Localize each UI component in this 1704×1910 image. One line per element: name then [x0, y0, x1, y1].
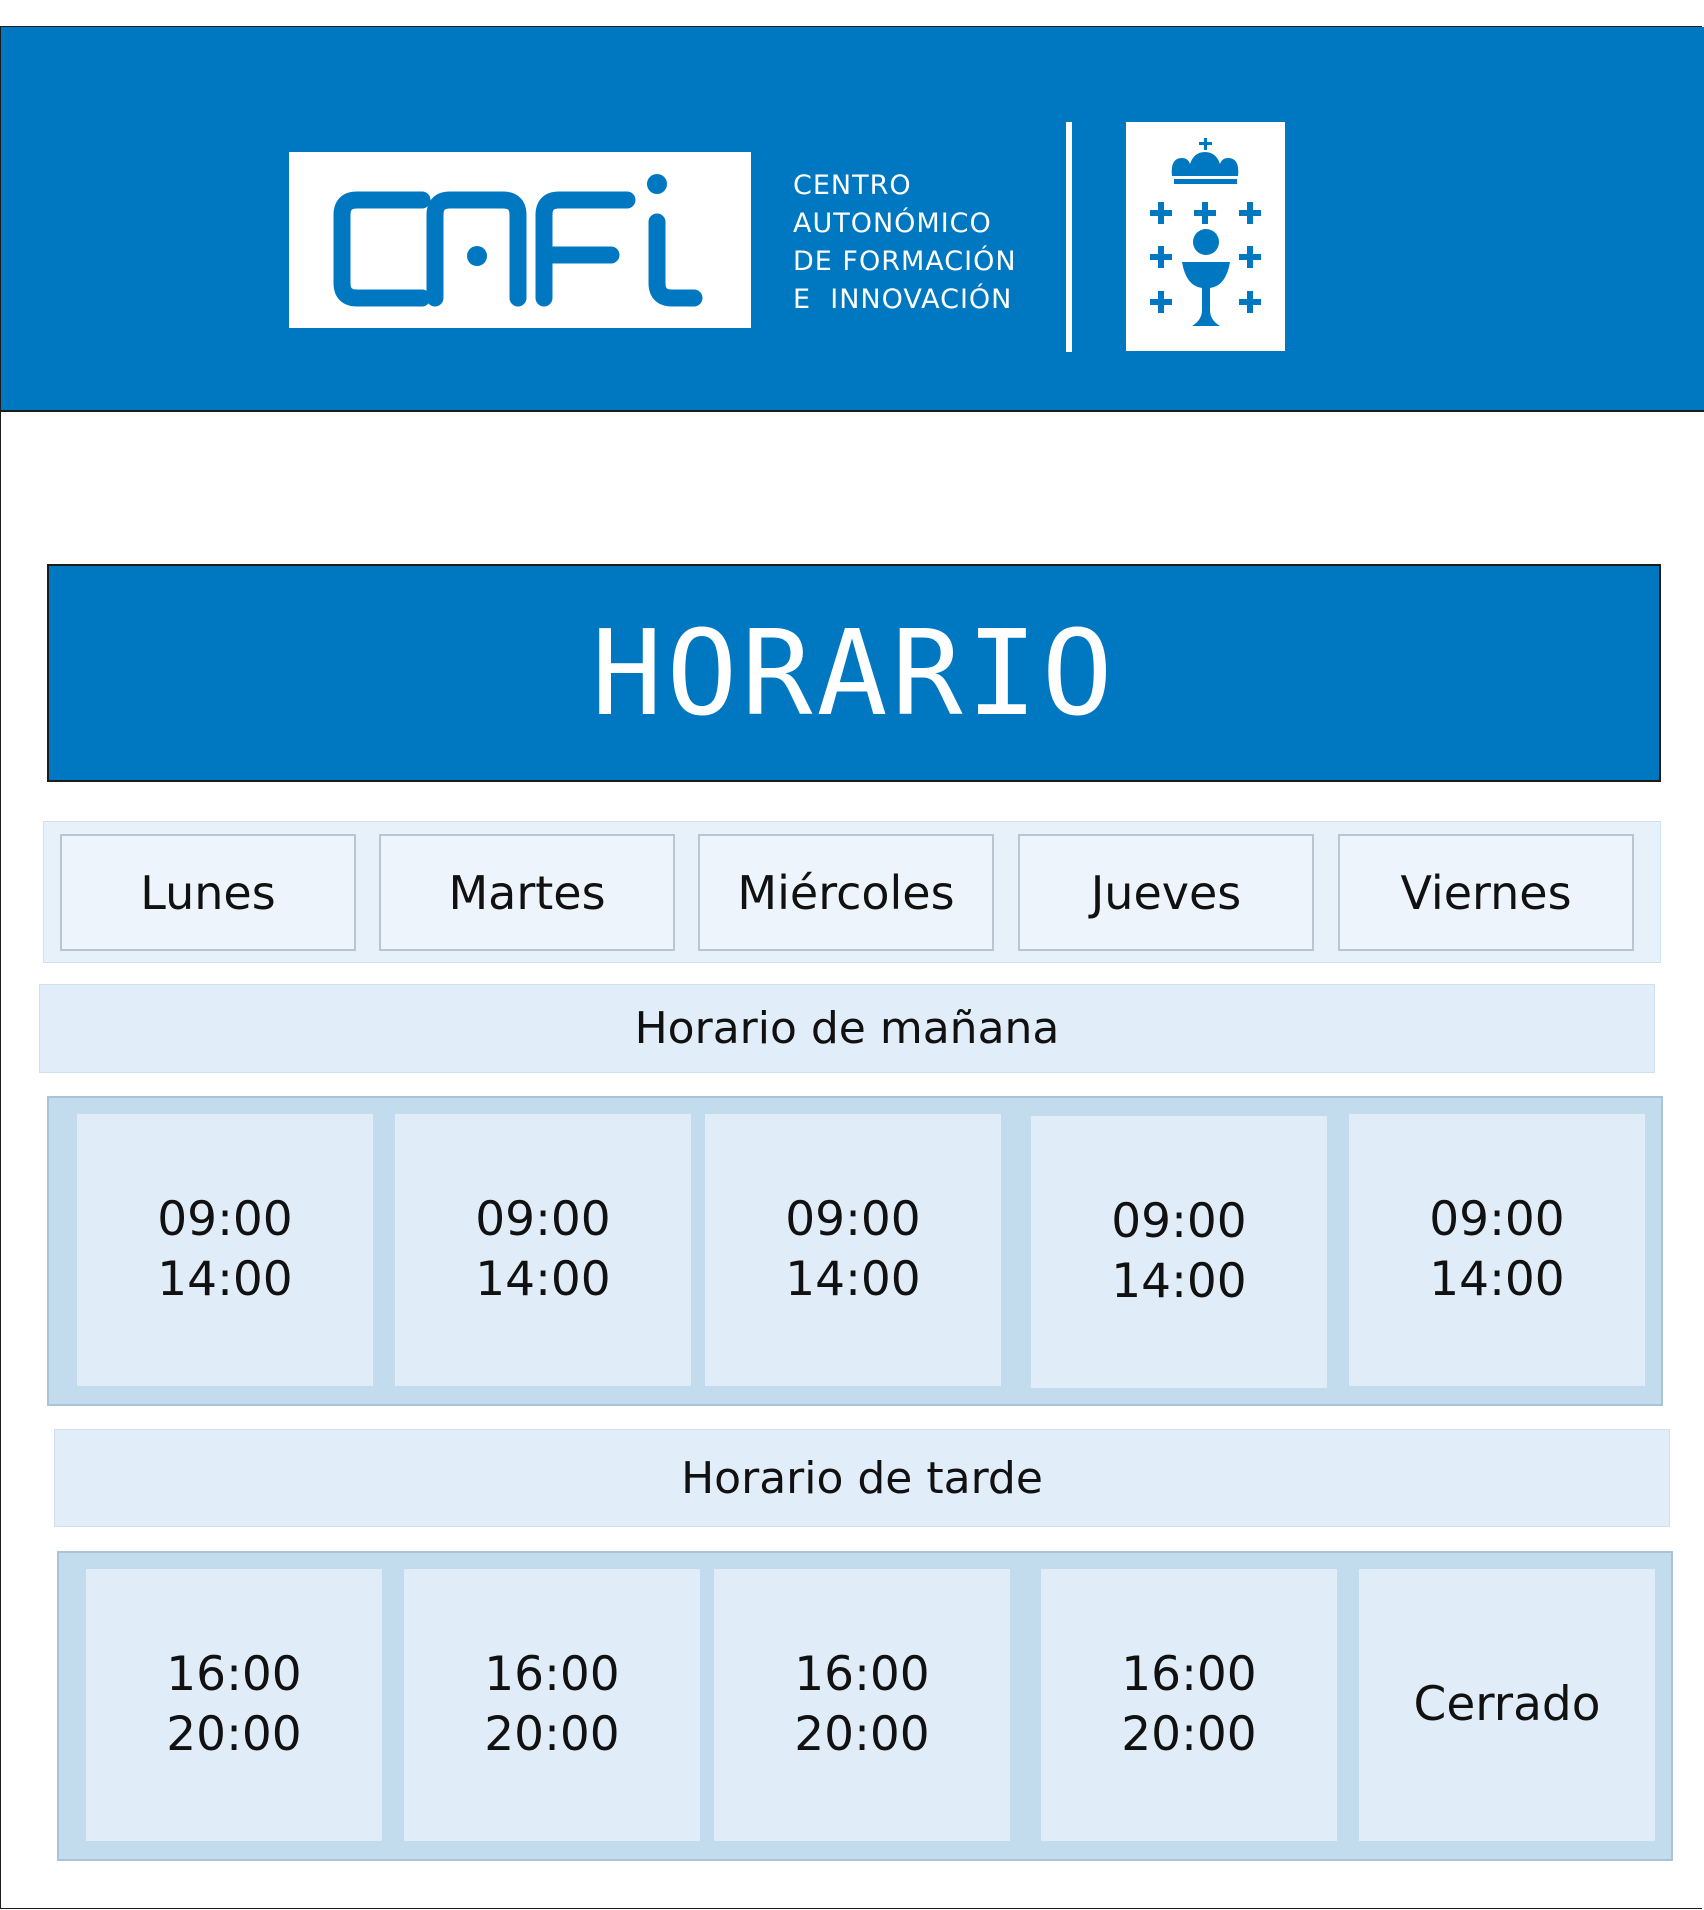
day-header: Miércoles — [698, 834, 994, 951]
header-divider — [1066, 122, 1072, 352]
opening-time: 16:00 — [1121, 1647, 1257, 1702]
day-header: Jueves — [1018, 834, 1314, 951]
title-banner — [47, 564, 1661, 782]
closing-time: 14:00 — [1429, 1252, 1565, 1307]
closing-time: 14:00 — [1111, 1254, 1247, 1309]
opening-time: 09:00 — [1111, 1194, 1247, 1249]
opening-time: 09:00 — [1429, 1192, 1565, 1247]
day-header: Lunes — [60, 834, 356, 951]
time-slot — [1349, 1114, 1645, 1386]
closing-time: 20:00 — [484, 1707, 620, 1762]
opening-time: 16:00 — [166, 1647, 302, 1702]
cafi-logo — [289, 152, 751, 328]
time-slot — [77, 1114, 373, 1386]
cafi-logo-mark — [289, 152, 751, 328]
time-slot — [1031, 1116, 1327, 1388]
afternoon-section-label: Horario de tarde — [54, 1429, 1670, 1527]
header-banner — [1, 27, 1704, 412]
page-title: HORARIO — [591, 604, 1117, 742]
org-name-line: AUTONÓMICO — [793, 208, 992, 239]
org-name-line: DE FORMACIÓN — [793, 246, 1017, 277]
schedule-poster — [0, 26, 1702, 1909]
time-slot — [1041, 1569, 1337, 1841]
day-header: Viernes — [1338, 834, 1634, 951]
opening-time: 09:00 — [157, 1192, 293, 1247]
closing-time: 14:00 — [785, 1252, 921, 1307]
opening-time: 16:00 — [484, 1647, 620, 1702]
opening-time: 09:00 — [785, 1192, 921, 1247]
closing-time: 14:00 — [475, 1252, 611, 1307]
opening-time: 09:00 — [475, 1192, 611, 1247]
closed-status: Cerrado — [1413, 1677, 1601, 1732]
time-slot — [714, 1569, 1010, 1841]
morning-section-label: Horario de mañana — [39, 984, 1655, 1073]
weekday-header-row — [43, 821, 1661, 963]
org-name-line: CENTRO — [793, 170, 912, 201]
closing-time: 20:00 — [166, 1707, 302, 1762]
time-slot — [404, 1569, 700, 1841]
xunta-emblem-graphic — [1126, 122, 1285, 351]
closing-time: 20:00 — [794, 1707, 930, 1762]
afternoon-hours-row — [57, 1551, 1673, 1861]
org-name-line: E INNOVACIÓN — [793, 284, 1013, 315]
xunta-emblem-icon — [1126, 122, 1285, 351]
closing-time: 20:00 — [1121, 1707, 1257, 1762]
time-slot — [395, 1114, 691, 1386]
day-header: Martes — [379, 834, 675, 951]
time-slot-closed — [1359, 1569, 1655, 1841]
org-name — [793, 167, 1033, 319]
opening-time: 16:00 — [794, 1647, 930, 1702]
time-slot — [86, 1569, 382, 1841]
morning-hours-row — [47, 1096, 1663, 1406]
time-slot — [705, 1114, 1001, 1386]
closing-time: 14:00 — [157, 1252, 293, 1307]
